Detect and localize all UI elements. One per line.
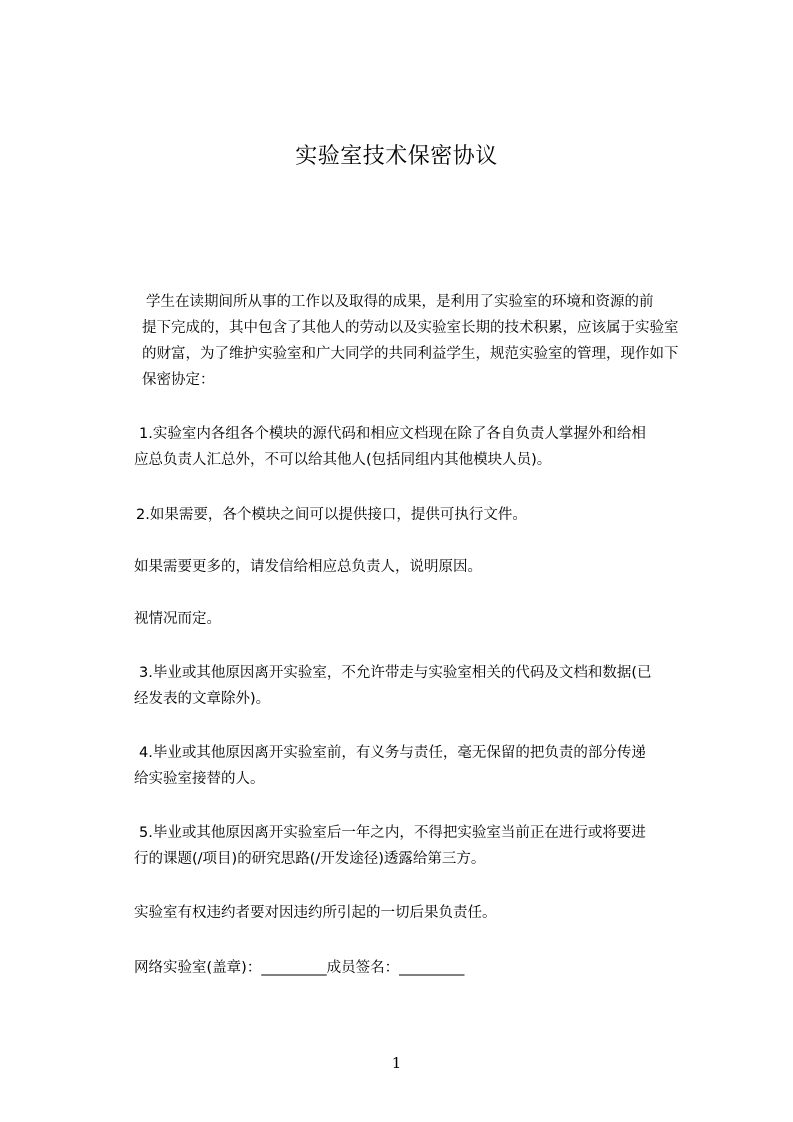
intro-line-1: 学生在读期间所从事的工作以及取得的成果，是利用了实验室的环境和资源的前 — [146, 294, 654, 310]
clause-2-more — [134, 554, 719, 580]
signature-line: 网络实验室(盖章)：_________成员签名：_________ — [134, 960, 465, 976]
clause-1 — [134, 421, 719, 473]
clause-2-case — [134, 606, 719, 632]
liability-statement — [134, 900, 719, 926]
clause-2-more-text: 如果需要更多的，请发信给相应总负责人，说明原因。 — [134, 559, 482, 575]
clause-1-line-2: 应总负责人汇总外，不可以给其他人(包括同组内其他模块人员)。 — [134, 452, 552, 468]
clause-5-line-2: 行的课题(/项目)的研究思路(/开发途径)透露给第三方。 — [134, 851, 486, 867]
clause-4-line-1: 4.毕业或其他原因离开实验室前，有义务与责任，毫无保留的把负责的部分传递 — [139, 745, 646, 761]
clause-2-case-text: 视情况而定。 — [134, 611, 221, 627]
clause-2-text: 2.如果需要，各个模块之间可以提供接口，提供可执行文件。 — [136, 507, 527, 523]
document-title: 实验室技术保密协议 — [295, 144, 498, 169]
clause-1-line-1: 1.实验室内各组各个模块的源代码和相应文档现在除了各自负责人掌握外和给相 — [139, 426, 646, 442]
intro-line-4: 保密协定： — [142, 372, 215, 388]
signature-section — [134, 955, 719, 981]
intro-paragraph — [134, 289, 719, 393]
clause-4-line-2: 给实验室接替的人。 — [134, 771, 265, 787]
liability-text: 实验室有权违约者要对因违约所引起的一切后果负责任。 — [134, 905, 497, 921]
clause-3 — [134, 660, 719, 712]
page-number: 1 — [391, 1054, 402, 1072]
clause-5-line-1: 5.毕业或其他原因离开实验室后一年之内，不得把实验室当前正在进行或将要进 — [139, 825, 646, 841]
clause-2 — [134, 502, 719, 528]
clause-4 — [134, 740, 719, 792]
clause-3-line-1: 3.毕业或其他原因离开实验室，不允许带走与实验室相关的代码及文档和数据(已 — [139, 665, 652, 681]
clause-3-line-2: 经发表的文章除外)。 — [134, 691, 271, 707]
intro-line-2: 提下完成的，其中包含了其他人的劳动以及实验室长期的技术积累，应该属于实验室 — [142, 320, 679, 336]
clause-5 — [134, 820, 719, 872]
intro-line-3: 的财富，为了维护实验室和广大同学的共同利益学生，规范实验室的管理，现作如下 — [142, 346, 679, 362]
